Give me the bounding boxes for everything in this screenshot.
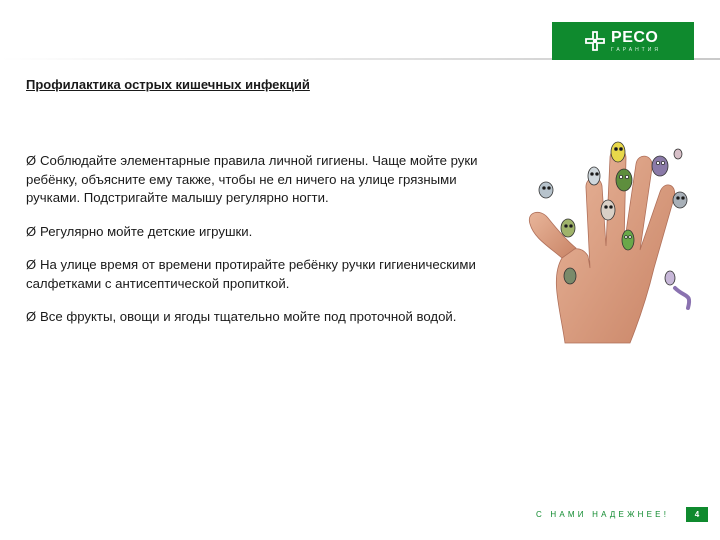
bullet-arrow-icon: Ø xyxy=(26,309,37,324)
bullet-arrow-icon: Ø xyxy=(26,153,37,168)
footer-slogan: С НАМИ НАДЕЖНЕЕ! xyxy=(536,510,670,519)
bullet-arrow-icon: Ø xyxy=(26,257,37,272)
brand-subtitle: ГАРАНТИЯ xyxy=(611,46,661,53)
hand-with-germs-icon xyxy=(520,128,720,350)
cross-logo-icon xyxy=(585,31,605,51)
bullet-arrow-icon: Ø xyxy=(26,223,37,239)
page-title: Профилактика острых кишечных инфекций xyxy=(26,77,310,92)
bullet-text: Все фрукты, овощи и ягоды тщательно мойте под проточной водой. xyxy=(40,309,457,324)
bullet-text: Регулярно мойте детские игрушки. xyxy=(40,223,253,239)
bullet-item xyxy=(26,152,496,208)
bullet-text: На улице время от времени протирайте ребёнку ручки гигиеническими салфетками с антисептической пропиткой. xyxy=(26,257,476,291)
bullet-item xyxy=(26,223,496,242)
page-number: 4 xyxy=(686,507,708,522)
brand-logo xyxy=(552,22,694,60)
bullet-text: Соблюдайте элементарные правила личной гигиены. Чаще мойте руки ребёнку, объясните ему также, чтобы не ел ничего на улице грязными ручками. Подстригайте малышу регулярно ногти. xyxy=(26,153,478,205)
bullet-list xyxy=(26,152,496,342)
brand-name: PECO xyxy=(611,28,659,46)
bullet-item xyxy=(26,308,496,327)
bullet-item xyxy=(26,256,496,293)
